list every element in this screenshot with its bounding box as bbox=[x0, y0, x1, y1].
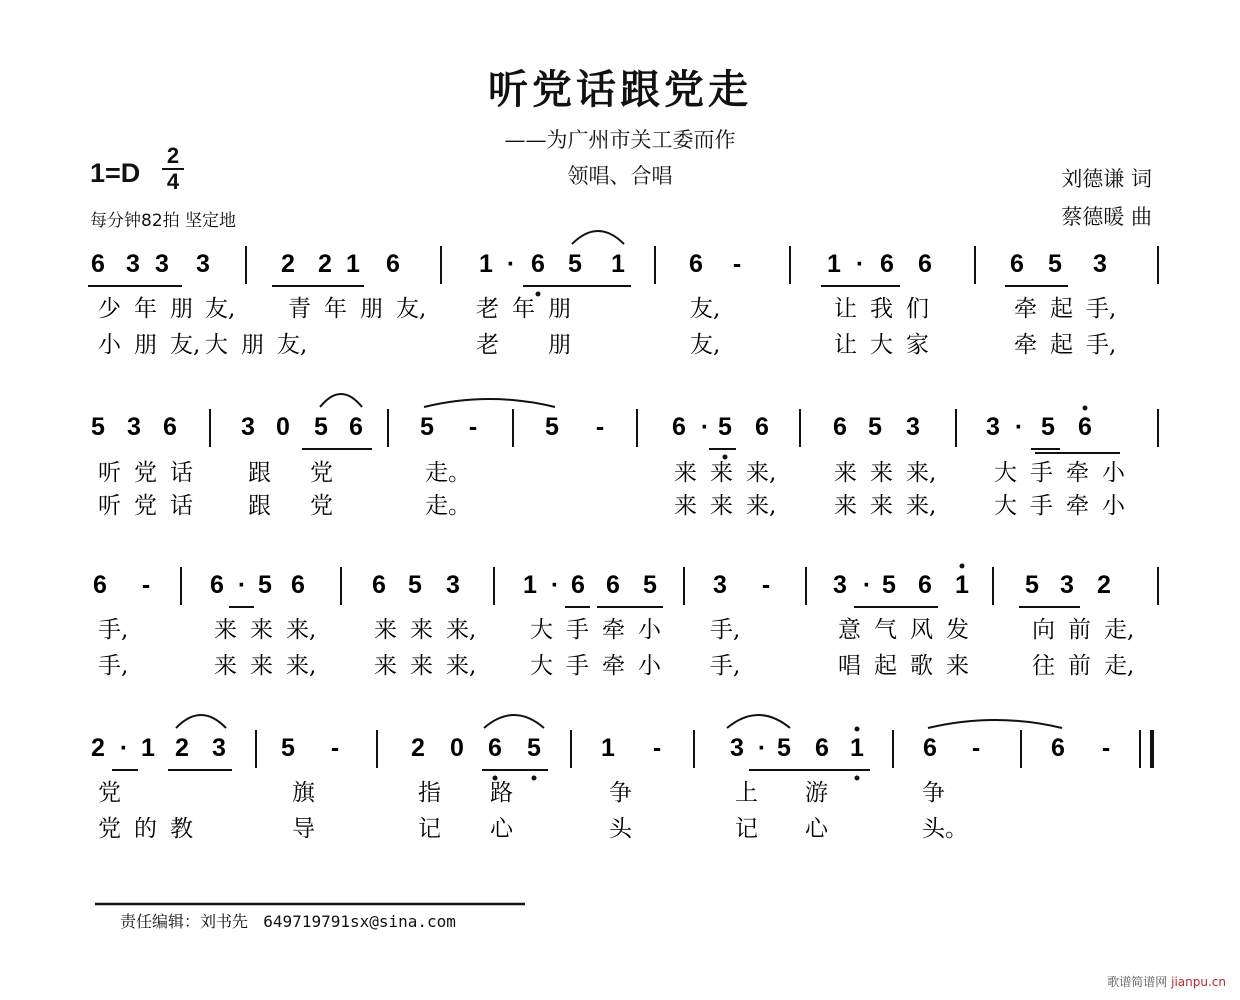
lyric-verse-2: 牵 bbox=[1066, 493, 1089, 519]
note: 3 bbox=[241, 413, 255, 441]
lyric-verse-2: 让 bbox=[834, 332, 857, 358]
lyric-verse-2: 来 bbox=[214, 653, 237, 679]
note: · bbox=[506, 250, 516, 278]
lyric-verse-2: 往 bbox=[1032, 653, 1055, 679]
note: 5 bbox=[281, 734, 295, 762]
note: 6 bbox=[923, 734, 937, 762]
note: 6 bbox=[1051, 734, 1065, 762]
lyric-verse-2: 来 bbox=[374, 653, 397, 679]
lyric-verse-1: 大 bbox=[994, 460, 1017, 486]
lyric-verse-2: 牵 bbox=[602, 653, 625, 679]
time-signature-numerator: 2 bbox=[166, 143, 180, 168]
site-watermark bbox=[1107, 973, 1226, 990]
note: 2 bbox=[281, 250, 295, 278]
lyric-verse-2: 党 bbox=[98, 816, 121, 842]
note: 6 bbox=[606, 571, 620, 599]
slur bbox=[176, 715, 226, 728]
lyric-verse-1: 路 bbox=[490, 780, 513, 806]
note: 1 bbox=[601, 734, 615, 762]
note: 2 bbox=[91, 734, 105, 762]
slur bbox=[928, 720, 1062, 728]
note: 6 bbox=[163, 413, 177, 441]
lyric-verse-1: 牵 bbox=[1014, 296, 1037, 322]
note: 3 bbox=[906, 413, 920, 441]
lyric-verse-2: 记 bbox=[418, 816, 441, 842]
lyric-verse-1: 友, bbox=[205, 296, 236, 322]
lyric-verse-1: 大 bbox=[530, 617, 553, 643]
note: 6 bbox=[1010, 250, 1024, 278]
note: · bbox=[700, 413, 710, 441]
lyric-verse-1: 发 bbox=[946, 617, 969, 643]
lyric-verse-1: 跟 bbox=[248, 460, 271, 486]
lyric-verse-2: 导 bbox=[292, 816, 315, 842]
lyric-verse-1: 指 bbox=[418, 780, 441, 806]
note: 5 bbox=[91, 413, 105, 441]
lyric-verse-1: 来 bbox=[834, 460, 857, 486]
slur bbox=[320, 394, 362, 407]
lyric-verse-2: 来, bbox=[286, 653, 317, 679]
lyric-verse-1: 手, bbox=[1086, 296, 1117, 322]
note: 2 bbox=[411, 734, 425, 762]
note: 3 bbox=[212, 734, 226, 762]
lyric-verse-1: 走, bbox=[1104, 617, 1135, 643]
note: 1 bbox=[850, 734, 864, 762]
note: 5 bbox=[777, 734, 791, 762]
lyric-verse-2: 大 bbox=[530, 653, 553, 679]
editor-credit bbox=[120, 909, 456, 932]
performance-form: 领唱、合唱 bbox=[567, 164, 673, 188]
lyric-verse-1: 来, bbox=[746, 460, 777, 486]
note: 3 bbox=[1060, 571, 1074, 599]
lyric-verse-1: 风 bbox=[910, 617, 933, 643]
note: 6 bbox=[91, 250, 105, 278]
lyric-verse-2: 记 bbox=[735, 816, 758, 842]
note: 6 bbox=[386, 250, 400, 278]
lyric-verse-2: 歌 bbox=[910, 653, 933, 679]
lyric-verse-2: 走, bbox=[1104, 653, 1135, 679]
lyric-verse-1: 前 bbox=[1068, 617, 1091, 643]
note: 3 bbox=[446, 571, 460, 599]
lyric-verse-2: 大 bbox=[994, 493, 1017, 519]
lyric-verse-1: 争 bbox=[922, 780, 945, 806]
lyric-verse-1: 年 bbox=[134, 296, 157, 322]
lyric-verse-1: 党 bbox=[310, 460, 333, 486]
note: · bbox=[550, 571, 560, 599]
tempo-marking: 每分钟82拍 坚定地 bbox=[90, 211, 237, 231]
lyric-verse-2: 朋 bbox=[548, 332, 571, 358]
low-octave-dot bbox=[536, 292, 541, 297]
lyric-verse-2: 党 bbox=[134, 493, 157, 519]
lyric-verse-1: 朋 bbox=[360, 296, 383, 322]
note: 5 bbox=[420, 413, 434, 441]
lyric-verse-1: 来 bbox=[374, 617, 397, 643]
lyric-verse-2: 起 bbox=[874, 653, 897, 679]
lyric-verse-2: 来 bbox=[250, 653, 273, 679]
note: 3 bbox=[833, 571, 847, 599]
note: - bbox=[652, 734, 662, 762]
note: - bbox=[971, 734, 981, 762]
lyric-verse-2: 家 bbox=[906, 332, 929, 358]
note: 5 bbox=[314, 413, 328, 441]
note: 6 bbox=[918, 571, 932, 599]
lyric-verse-1: 来, bbox=[906, 460, 937, 486]
note: 5 bbox=[527, 734, 541, 762]
lyric-verse-1: 来 bbox=[250, 617, 273, 643]
lyric-verse-2: 来 bbox=[946, 653, 969, 679]
note-marks bbox=[88, 231, 1120, 781]
lyric-verse-2: 来, bbox=[746, 493, 777, 519]
note: 2 bbox=[175, 734, 189, 762]
lyric-verse-2: 党 bbox=[310, 493, 333, 519]
note: - bbox=[468, 413, 478, 441]
note: 3 bbox=[986, 413, 1000, 441]
note: 6 bbox=[531, 250, 545, 278]
lyric-verse-1: 起 bbox=[1050, 296, 1073, 322]
lyric-verse-2: 头 bbox=[609, 816, 632, 842]
song-subtitle: ——为广州市关工委而作 bbox=[504, 128, 736, 152]
lyric-verse-1: 旗 bbox=[292, 780, 315, 806]
lyric-verse-1: 少 bbox=[98, 296, 121, 322]
song-title: 听党话跟党走 bbox=[488, 66, 752, 113]
note: · bbox=[119, 734, 129, 762]
note: 6 bbox=[1078, 413, 1092, 441]
time-signature-denominator: 4 bbox=[166, 169, 180, 194]
lyric-verse-2: 来 bbox=[674, 493, 697, 519]
lyric-verse-2: 小 bbox=[98, 332, 121, 358]
lyric-verse-1: 青 bbox=[288, 296, 311, 322]
high-octave-dot bbox=[1083, 406, 1088, 411]
lyric-verse-2: 大 bbox=[870, 332, 893, 358]
lyric-verse-1: 意 bbox=[838, 617, 861, 643]
note: 1 bbox=[479, 250, 493, 278]
note: - bbox=[595, 413, 605, 441]
lyric-verse-1: 小 bbox=[1102, 460, 1125, 486]
lyric-verse-2: 心 bbox=[805, 816, 828, 842]
lyric-verse-1: 牵 bbox=[1066, 460, 1089, 486]
lyric-verse-2: 来 bbox=[870, 493, 893, 519]
lyric-verse-1: 争 bbox=[609, 780, 632, 806]
lyric-verse-1: 来, bbox=[446, 617, 477, 643]
note: 5 bbox=[882, 571, 896, 599]
lyric-verse-1: 友, bbox=[396, 296, 427, 322]
lyric-verse-1: 来 bbox=[214, 617, 237, 643]
lyric-verse-2: 跟 bbox=[248, 493, 271, 519]
lyric-verse-1: 话 bbox=[170, 460, 193, 486]
note: 3 bbox=[126, 250, 140, 278]
key-signature: 1=D bbox=[90, 158, 141, 188]
slur bbox=[727, 715, 790, 728]
note: 6 bbox=[672, 413, 686, 441]
note: · bbox=[757, 734, 767, 762]
note: 1 bbox=[346, 250, 360, 278]
note: 6 bbox=[93, 571, 107, 599]
note: 5 bbox=[718, 413, 732, 441]
lyric-verse-2: 起 bbox=[1050, 332, 1073, 358]
lyric-verse-2: 来 bbox=[834, 493, 857, 519]
lyric-verse-2: 走。 bbox=[425, 493, 471, 519]
lyric-verse-2: 友, bbox=[690, 332, 721, 358]
lyric-verse-2: 的 bbox=[134, 816, 157, 842]
lyric-verse-2: 牵 bbox=[1014, 332, 1037, 358]
lyric-verse-1: 来, bbox=[286, 617, 317, 643]
lyric-verse-1: 来 bbox=[674, 460, 697, 486]
slur bbox=[484, 715, 544, 728]
note: 6 bbox=[833, 413, 847, 441]
note: 1 bbox=[611, 250, 625, 278]
lyric-verse-2: 心 bbox=[490, 816, 513, 842]
note: - bbox=[330, 734, 340, 762]
lyric-verse-2: 朋 bbox=[134, 332, 157, 358]
watermark-site: 歌谱简谱网 bbox=[1107, 975, 1168, 989]
lyric-verse-1: 年 bbox=[324, 296, 347, 322]
watermark-url: jianpu.cn bbox=[1171, 975, 1226, 989]
lyric-verse-1: 朋 bbox=[170, 296, 193, 322]
note: 1 bbox=[523, 571, 537, 599]
note: 6 bbox=[918, 250, 932, 278]
note: 3 bbox=[713, 571, 727, 599]
high-octave-dot bbox=[960, 564, 965, 569]
editor-email: 649719791sx@sina.com bbox=[263, 912, 456, 931]
note: 5 bbox=[643, 571, 657, 599]
lyric-verse-2: 来, bbox=[906, 493, 937, 519]
lyric-verse-2: 小 bbox=[1102, 493, 1125, 519]
lyric-verse-2: 头。 bbox=[922, 816, 968, 842]
note: 5 bbox=[1048, 250, 1062, 278]
lyric-verse-2: 教 bbox=[170, 816, 193, 842]
lyric-verse-2: 大 bbox=[205, 332, 228, 358]
note: 5 bbox=[868, 413, 882, 441]
lyric-verse-2: 手, bbox=[1086, 332, 1117, 358]
notes bbox=[91, 250, 1111, 762]
note: 5 bbox=[1025, 571, 1039, 599]
note: · bbox=[237, 571, 247, 599]
editor-label: 责任编辑：刘书先 bbox=[120, 912, 249, 931]
note: 6 bbox=[815, 734, 829, 762]
lyric-verse-1: 手, bbox=[98, 617, 129, 643]
note: 5 bbox=[545, 413, 559, 441]
lyric-verse-2: 手, bbox=[710, 653, 741, 679]
lyric-verse-2: 前 bbox=[1068, 653, 1091, 679]
slur bbox=[424, 399, 555, 407]
lyric-verse-1: 年 bbox=[512, 296, 535, 322]
lyric-verse-1: 党 bbox=[98, 780, 121, 806]
lyric-verse-2: 来 bbox=[410, 653, 433, 679]
note: 5 bbox=[1041, 413, 1055, 441]
lyric-verse-1: 手 bbox=[566, 617, 589, 643]
lyric-verse-1: 向 bbox=[1032, 617, 1055, 643]
note: · bbox=[862, 571, 872, 599]
lyric-verse-2: 友, bbox=[277, 332, 308, 358]
note: 5 bbox=[258, 571, 272, 599]
note: - bbox=[761, 571, 771, 599]
lyric-verse-1: 来 bbox=[410, 617, 433, 643]
note: 6 bbox=[755, 413, 769, 441]
note: 1 bbox=[141, 734, 155, 762]
low-octave-dot bbox=[855, 776, 860, 781]
lyric-verse-2: 手, bbox=[98, 653, 129, 679]
lyric-verse-2: 小 bbox=[638, 653, 661, 679]
lyric-verse-1: 听 bbox=[98, 460, 121, 486]
lyric-verse-1: 小 bbox=[638, 617, 661, 643]
note: 6 bbox=[349, 413, 363, 441]
slur bbox=[572, 231, 624, 244]
low-octave-dot bbox=[723, 455, 728, 460]
lyric-verse-2: 听 bbox=[98, 493, 121, 519]
lyric-verse-2: 友, bbox=[170, 332, 201, 358]
lyric-verse-2: 唱 bbox=[838, 653, 861, 679]
high-octave-dot bbox=[855, 727, 860, 732]
note: 3 bbox=[730, 734, 744, 762]
note: · bbox=[855, 250, 865, 278]
lyric-verse-1: 党 bbox=[134, 460, 157, 486]
note: 6 bbox=[488, 734, 502, 762]
lyric-verse-1: 来 bbox=[870, 460, 893, 486]
note: - bbox=[1101, 734, 1111, 762]
lyric-verse-1: 手 bbox=[1030, 460, 1053, 486]
lyric-verse-2: 手 bbox=[566, 653, 589, 679]
note: 3 bbox=[196, 250, 210, 278]
note: 2 bbox=[1097, 571, 1111, 599]
lyric-verse-2: 手 bbox=[1030, 493, 1053, 519]
lyric-verse-1: 老 bbox=[476, 296, 499, 322]
lyric-verse-1: 走。 bbox=[425, 460, 471, 486]
note: - bbox=[141, 571, 151, 599]
note: 6 bbox=[880, 250, 894, 278]
note: 3 bbox=[127, 413, 141, 441]
note: - bbox=[732, 250, 742, 278]
note: 0 bbox=[450, 734, 464, 762]
lyric-verse-1: 朋 bbox=[548, 296, 571, 322]
lyric-verse-1: 手, bbox=[710, 617, 741, 643]
note: · bbox=[1014, 413, 1024, 441]
note: 1 bbox=[955, 571, 969, 599]
lyric-verse-2: 来 bbox=[710, 493, 733, 519]
lyric-verse-1: 友, bbox=[690, 296, 721, 322]
note: 3 bbox=[155, 250, 169, 278]
lyric-verse-2: 朋 bbox=[241, 332, 264, 358]
note: 5 bbox=[568, 250, 582, 278]
lyric-verse-1: 来 bbox=[710, 460, 733, 486]
note: 1 bbox=[827, 250, 841, 278]
note: 0 bbox=[276, 413, 290, 441]
lyric-verse-2: 话 bbox=[170, 493, 193, 519]
note: 2 bbox=[318, 250, 332, 278]
lyric-verse-1: 上 bbox=[735, 780, 758, 806]
lyric-verse-1: 游 bbox=[805, 780, 828, 806]
lyric-verse-1: 气 bbox=[874, 617, 897, 643]
lyric-verse-1: 让 bbox=[834, 296, 857, 322]
lyric-verse-2: 老 bbox=[476, 332, 499, 358]
lyric-verse-1: 牵 bbox=[602, 617, 625, 643]
note: 6 bbox=[571, 571, 585, 599]
note: 6 bbox=[291, 571, 305, 599]
lyricist-credit: 刘德谦 词 bbox=[1061, 167, 1152, 191]
note: 6 bbox=[372, 571, 386, 599]
note: 6 bbox=[689, 250, 703, 278]
note: 6 bbox=[210, 571, 224, 599]
lyric-verse-1: 们 bbox=[906, 296, 929, 322]
low-octave-dot bbox=[532, 776, 537, 781]
note: 3 bbox=[1093, 250, 1107, 278]
lyric-verse-2: 来, bbox=[446, 653, 477, 679]
note: 5 bbox=[408, 571, 422, 599]
composer-credit: 蔡德暖 曲 bbox=[1061, 205, 1152, 229]
lyric-verse-1: 我 bbox=[870, 296, 893, 322]
